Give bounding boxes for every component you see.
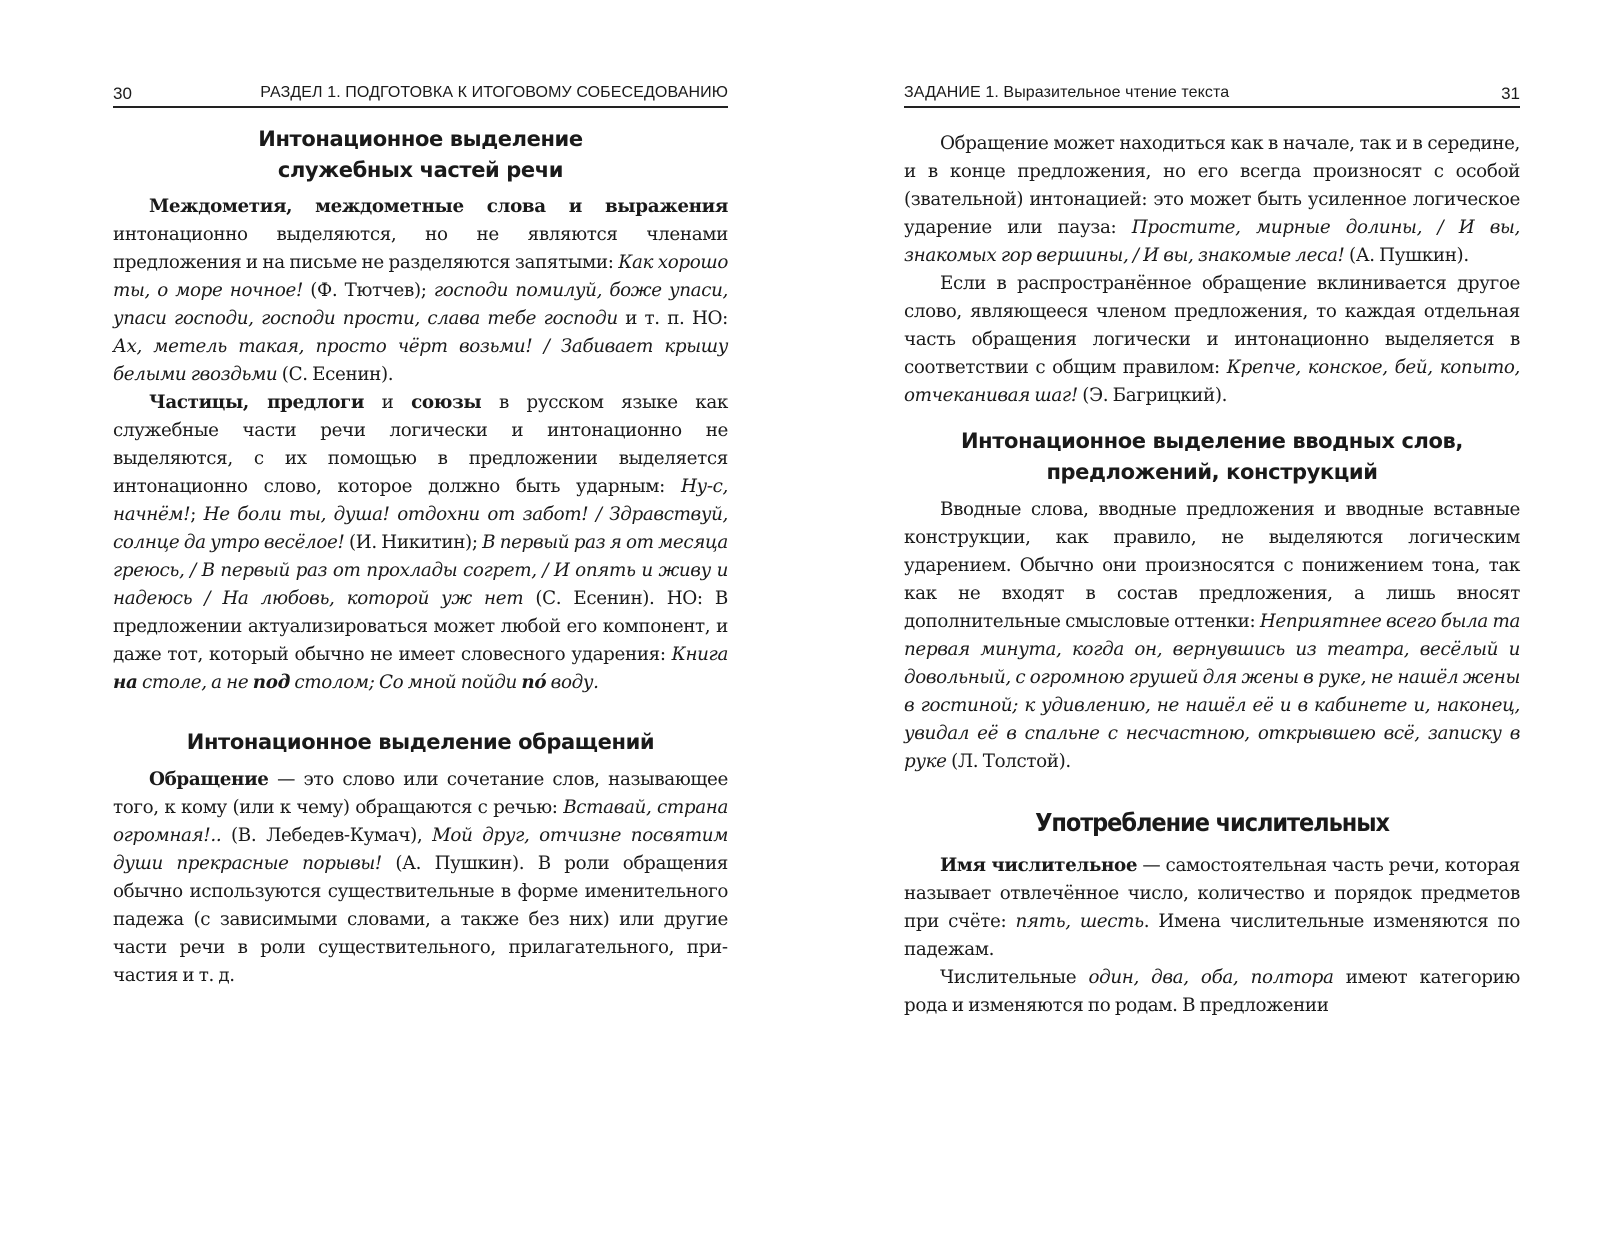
emphasis-run: Крепче, конское, бей, копыто, отчеканивая шаг! <box>904 357 1520 406</box>
text-run: . Имена числительные изменяются по падежам. <box>904 911 1520 960</box>
emphasis-run: Вставай, страна огромная!.. <box>113 797 728 846</box>
heading-line: Интонационное выделение <box>258 127 583 151</box>
emphasis-run: В первый раз я от месяца греюсь, / В первый раз от прохлады согрет, / И опять и живу и надеюсь / На любовь, которой уж нет <box>113 532 728 609</box>
text-run: (И. Никитин); <box>344 532 483 553</box>
text-run: — самостоятельная часть речи, которая называет отвлечённое число, количество и порядок предметов при счёте: <box>904 855 1520 932</box>
emphasis-run: один, два, оба, полтора <box>1088 967 1334 988</box>
emphasis-run: по́ <box>521 672 547 693</box>
section-heading: Интонационное выделение обращений <box>186 730 655 754</box>
page-number: 30 <box>113 84 132 103</box>
text-run: Вводные слова, вводные предложения и вводные вставные конструкции, как правило, не выделяются логическим ударением. Обычно они произносятся с понижением тона, так как не входят в состав предложения, а лишь вносят дополнительные смысловые оттенки: <box>904 499 1520 632</box>
emphasis-run: столе, а не <box>137 672 253 693</box>
text-run: Числительные <box>940 967 1089 988</box>
page-number: 31 <box>1501 84 1520 103</box>
text-run: (С. Есенин). НО: В предложении актуализироваться может любой его компонент, и даже тот, который обычно не имеет словесного ударения: <box>113 588 728 665</box>
paragraph <box>904 964 1520 1020</box>
text-run: Обращение может находиться как в начале, так и в середине, и в конце предложения, но его всегда произносят с особой (звательной) интонацией: это может быть усиленное логическое ударение или пауза: <box>904 133 1520 238</box>
emphasis-run: Как хорошо ты, о море ночное! <box>113 252 728 301</box>
paragraph <box>904 852 1520 964</box>
emphasis-run: Книга <box>671 644 728 665</box>
running-header <box>113 80 728 108</box>
page-body <box>113 124 728 990</box>
text-run: и <box>364 392 412 413</box>
text-run: имеют категорию рода и изменяются по родам. В предложении <box>904 967 1520 1016</box>
text-run: интонационно выделяются, но не являются членами предложения и на письме не разделяются запятыми: <box>113 224 728 273</box>
emphasis-run: Обращение <box>149 769 269 790</box>
running-head-title: РАЗДЕЛ 1. ПОДГОТОВКА К ИТОГОВОМУ СОБЕСЕДОВАНИЮ <box>260 84 728 101</box>
emphasis-run: столом; Со мной пойди <box>289 672 522 693</box>
running-head-title: ЗАДАНИЕ 1. Выразительное чтение текста <box>904 84 1230 101</box>
section-heading <box>113 124 728 186</box>
text-run: в русском языке как служебные части речи логически и интонационно не выделяются, с их помощью в предложении выделяется интонационно слово, которое должно быть ударным: <box>113 392 728 497</box>
emphasis-run: союзы <box>411 392 482 413</box>
text-run: — это слово или сочетание слов, называющее того, к кому (или к чему) обращаются с речью: <box>113 769 728 818</box>
page-body <box>904 130 1520 1020</box>
emphasis-run: Неприятнее всего была та первая минута, когда он, вернувшись из театра, весёлый и довольный, с огромною грушей для жены в руке, не нашёл жены в гостиной; к удивлению, не нашёл её и в кабинете и, наконец, увидал её в спальне с несчастною, открывшею всё, записку в руке <box>904 611 1520 772</box>
emphasis-run: под <box>252 672 290 693</box>
heading-line: служебных частей речи <box>277 158 564 182</box>
emphasis-run: воду. <box>546 672 599 693</box>
text-run: (В. Лебедев-Кумач), <box>221 825 433 846</box>
running-header <box>904 80 1520 108</box>
emphasis-run: на <box>113 672 138 693</box>
emphasis-run: Мой друг, отчизне посвятим души прекрасные порывы! <box>113 825 728 874</box>
text-run: (А. Пушкин). <box>1344 245 1469 266</box>
paragraph <box>113 389 728 697</box>
heading-line: Интонационное выделение вводных слов, <box>961 429 1463 453</box>
section-heading <box>904 426 1520 488</box>
paragraph <box>113 766 728 990</box>
emphasis-run: Простите, мирные долины, / И вы, знакомых гор вершины, / И вы, знакомые леса! <box>904 217 1520 266</box>
emphasis-run: пять, шесть <box>1015 911 1144 932</box>
right-page <box>904 0 1520 1258</box>
text-run: (Л. Толстой). <box>946 751 1071 772</box>
text-run: (Ф. Тютчев); <box>302 280 434 301</box>
paragraph <box>904 270 1520 410</box>
left-page <box>113 0 728 1258</box>
text-run: Если в распространённое обращение вклинивается другое слово, являющееся членом предложения, то каждая отдельная часть обращения логически и интонационно выделяется в соответствии с общим правилом: <box>904 273 1520 378</box>
text-run: (А. Пушкин). В роли обращения обычно используются существительные в форме именительного падежа (с зависимыми словами, а также без них) или другие части речи в роли существительного, прилагательного, причастия и т. д. <box>113 853 728 986</box>
section-heading: Употребление числительных <box>1035 808 1389 837</box>
emphasis-run: Имя числительное <box>940 855 1138 876</box>
paragraph <box>904 496 1520 776</box>
heading-line: предложений, конструкций <box>1046 460 1378 484</box>
emphasis-run: Ах, метель такая, просто чёрт возьми! / Забивает крышу белыми гвоздьми <box>113 336 728 385</box>
paragraph <box>904 130 1520 270</box>
emphasis-run: Междометия, междометные слова и выражения <box>149 196 728 217</box>
text-run: (Э. Багрицкий). <box>1077 385 1228 406</box>
emphasis-run: господи помилуй, боже упаси, упаси господи, господи прости, слава тебе господи <box>113 280 728 329</box>
emphasis-run: Ну-с, начнём! <box>113 476 728 525</box>
text-run: (С. Есенин). <box>277 364 394 385</box>
emphasis-run: Частицы, предлоги <box>149 392 365 413</box>
text-run: и т. п. НО: <box>617 308 728 329</box>
text-run: ; <box>190 504 204 525</box>
emphasis-run: Не боли ты, душа! отдохни от забот! / Здравствуй, солнце да утро весёлое! <box>113 504 728 553</box>
paragraph <box>113 193 728 389</box>
